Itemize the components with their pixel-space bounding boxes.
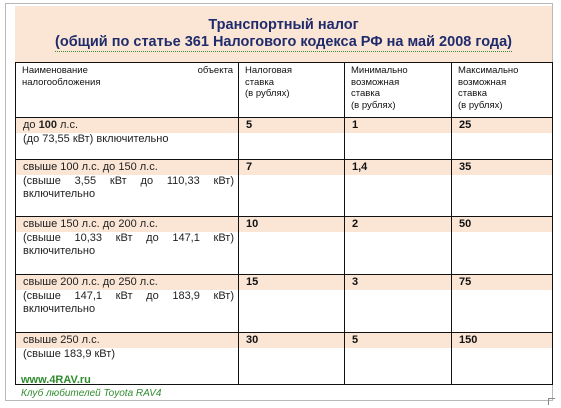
row-power-range: свыше 200 л.с. до 250 л.с.: [16, 275, 238, 290]
header-max-line: возможная: [458, 76, 507, 88]
header-name-left: Наименование: [22, 65, 88, 76]
max-rate-cell: [452, 118, 553, 160]
watermark: [21, 374, 162, 400]
rate-value: 10: [246, 218, 259, 230]
header-min-rate: [345, 63, 452, 118]
row-kw-range-suffix: включительно: [23, 303, 96, 315]
rate-value: 30: [246, 334, 259, 346]
row-kw-range-suffix: включительно: [23, 245, 96, 257]
rate-cell: [239, 217, 345, 275]
table-row: [16, 217, 553, 275]
rate-cell: [239, 160, 345, 217]
rate-value: 7: [246, 161, 253, 173]
header-name-line2: налогообложения: [22, 76, 101, 88]
header-tax-rate: [239, 63, 345, 118]
row-object-name: [16, 118, 239, 160]
rate-cell: [239, 333, 345, 385]
watermark-club: Клуб любителей Toyota RAV4: [21, 388, 162, 399]
header-min-line: (в рублях): [351, 99, 396, 111]
document-page: [5, 3, 553, 401]
document-subtitle: [15, 34, 552, 50]
min-rate-value: 2: [352, 218, 359, 230]
row-object-name: [16, 275, 239, 333]
row-kw-range-suffix: включительно: [23, 188, 96, 200]
header-min-line: ставка: [351, 88, 380, 99]
header-min-line: Минимально: [351, 65, 408, 76]
header-rate-line: ставка: [245, 76, 274, 88]
table-row: [16, 160, 553, 217]
row-power-range: свыше 250 л.с.: [16, 333, 238, 348]
rate-value: 15: [246, 276, 259, 288]
max-rate-cell: [452, 333, 553, 385]
row-power-range: свыше 150 л.с. до 200 л.с.: [16, 217, 238, 232]
header-min-line: возможная: [351, 76, 400, 88]
min-rate-cell: [345, 275, 452, 333]
min-rate-cell: [345, 160, 452, 217]
max-rate-value: 25: [459, 119, 472, 131]
min-rate-cell: [345, 118, 452, 160]
max-rate-value: 150: [459, 334, 478, 346]
header-name-right: объекта: [197, 65, 233, 76]
row-object-name: [16, 160, 239, 217]
header-object-name: [16, 63, 239, 118]
table-header-row: [16, 63, 553, 118]
page-corner-mark: [548, 398, 555, 405]
row-power-range: свыше 100 л.с. до 150 л.с.: [16, 160, 238, 175]
header-rate-line: (в рублях): [245, 88, 290, 99]
min-rate-cell: [345, 333, 452, 385]
tax-table: [15, 62, 553, 385]
subtitle-text: (общий по статье 361 Налогового кодекса РФ на май 2008 года): [55, 34, 512, 50]
min-rate-value: 1: [352, 119, 359, 131]
max-rate-cell: [452, 275, 553, 333]
row-power-range: до 100 л.с.: [16, 118, 238, 133]
row-kw-range: (свыше 3,55 кВт до 110,33 кВт): [23, 175, 234, 187]
row-object-name: [16, 217, 239, 275]
row-kw-range: (свыше 10,33 кВт до 147,1 кВт): [23, 232, 234, 244]
min-rate-value: 1,4: [352, 161, 368, 173]
header-max-rate: [452, 63, 553, 118]
max-rate-value: 50: [459, 218, 472, 230]
max-rate-cell: [452, 217, 553, 275]
max-rate-value: 75: [459, 276, 472, 288]
rate-cell: [239, 275, 345, 333]
min-rate-cell: [345, 217, 452, 275]
row-kw-range: (свыше 183,9 кВт): [23, 348, 115, 360]
table-row: [16, 275, 553, 333]
min-rate-value: 3: [352, 276, 359, 288]
rate-cell: [239, 118, 345, 160]
row-kw-range: (свыше 147,1 кВт до 183,9 кВт): [23, 290, 234, 302]
rate-value: 5: [246, 119, 253, 131]
watermark-site: www.4RAV.ru: [21, 374, 91, 386]
document-title: Транспортный налог: [208, 17, 359, 33]
header-max-line: Максимально: [458, 65, 519, 76]
title-band: [15, 6, 552, 62]
max-rate-value: 35: [459, 161, 472, 173]
header-rate-line: Налоговая: [245, 65, 292, 76]
min-rate-value: 5: [352, 334, 359, 346]
row-kw-range: (до 73,55 кВт) включительно: [23, 133, 169, 145]
table-row: [16, 118, 553, 160]
header-max-line: (в рублях): [458, 99, 503, 111]
header-max-line: ставка: [458, 88, 487, 99]
max-rate-cell: [452, 160, 553, 217]
